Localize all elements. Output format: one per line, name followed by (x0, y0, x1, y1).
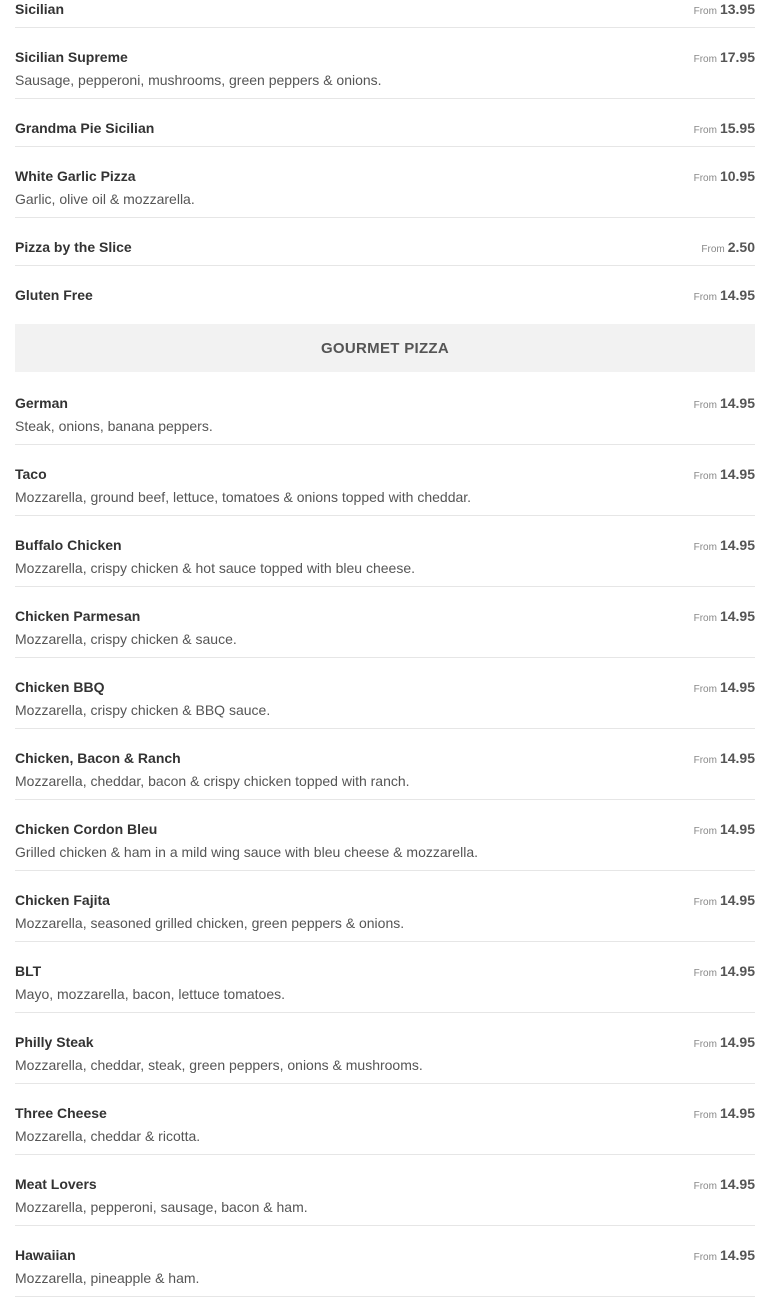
price-prefix: From (693, 125, 717, 136)
menu-item-name: Buffalo Chicken (15, 537, 122, 553)
price-prefix: From (693, 826, 717, 837)
menu-item-name: White Garlic Pizza (15, 168, 136, 184)
price-prefix: From (693, 613, 717, 624)
menu-item-header (15, 1104, 755, 1122)
menu-item[interactable] (15, 1226, 755, 1297)
price-prefix: From (693, 755, 717, 766)
menu-item-header (15, 0, 755, 18)
menu-item-price (694, 1034, 755, 1052)
menu-item-name: Grandma Pie Sicilian (15, 120, 155, 136)
price-amount: 14.95 (719, 1247, 755, 1263)
menu-item-description: Mayo, mozzarella, bacon, lettuce tomatoes. (15, 986, 286, 1002)
menu-item-price (694, 679, 755, 697)
menu-item[interactable] (15, 942, 755, 1013)
price-prefix: From (693, 897, 717, 908)
price-prefix: From (693, 6, 717, 17)
menu-item-name: BLT (15, 963, 42, 979)
menu-item-price (694, 1247, 755, 1265)
price-amount: 14.95 (719, 1034, 755, 1050)
price-prefix: From (701, 244, 725, 255)
price-amount: 14.95 (719, 466, 755, 482)
menu-item[interactable] (15, 516, 755, 587)
menu-item-description: Mozzarella, seasoned grilled chicken, green peppers & onions. (15, 915, 405, 931)
price-prefix: From (693, 173, 717, 184)
menu-item-name: Chicken, Bacon & Ranch (15, 750, 181, 766)
price-amount: 14.95 (719, 1105, 755, 1121)
menu-item-description: Mozzarella, ground beef, lettuce, tomatoes & onions topped with cheddar. (15, 489, 472, 505)
menu-item-name: Chicken Fajita (15, 892, 110, 908)
menu-item-header (15, 1246, 755, 1264)
menu-item[interactable] (15, 729, 755, 800)
menu-item-name: Pizza by the Slice (15, 239, 132, 255)
price-prefix: From (693, 400, 717, 411)
menu-item-price (694, 892, 755, 910)
price-prefix: From (693, 1110, 717, 1121)
price-prefix: From (693, 471, 717, 482)
price-amount: 14.95 (719, 287, 755, 303)
pizza-list (15, 0, 755, 313)
menu-item-price (694, 537, 755, 555)
menu-item-price (694, 168, 755, 186)
menu-item-name: Hawaiian (15, 1247, 76, 1263)
price-amount: 17.95 (719, 49, 755, 65)
menu-item-description: Sausage, pepperoni, mushrooms, green peppers & onions. (15, 72, 382, 88)
menu-item-price (694, 750, 755, 768)
price-prefix: From (693, 1039, 717, 1050)
menu-item[interactable] (15, 1013, 755, 1084)
menu-item-header (15, 962, 755, 980)
section-header-gourmet-pizza (15, 324, 755, 372)
menu-item-name: Gluten Free (15, 287, 93, 303)
menu-item-name: Taco (15, 466, 47, 482)
price-prefix: From (693, 292, 717, 303)
menu-item[interactable] (15, 658, 755, 729)
price-amount: 14.95 (719, 679, 755, 695)
menu-item-header (15, 167, 755, 185)
price-amount: 14.95 (719, 1176, 755, 1192)
menu-item-header (15, 820, 755, 838)
menu-item-price (694, 466, 755, 484)
menu-item-description: Mozzarella, crispy chicken & hot sauce topped with bleu cheese. (15, 560, 415, 576)
menu-item[interactable] (15, 1084, 755, 1155)
price-amount: 13.95 (719, 1, 755, 17)
menu-item-price (694, 963, 755, 981)
menu-item-description: Steak, onions, banana peppers. (15, 418, 213, 434)
menu-item-header (15, 465, 755, 483)
menu-item-header (15, 607, 755, 625)
menu-item-price (694, 1176, 755, 1194)
menu-item-name: Chicken Cordon Bleu (15, 821, 158, 837)
menu-item[interactable] (15, 147, 755, 218)
menu-item-name: Sicilian (15, 1, 65, 17)
menu-item-header (15, 678, 755, 696)
menu-item-price (701, 239, 755, 257)
price-amount: 15.95 (719, 120, 755, 136)
menu-item[interactable] (15, 445, 755, 516)
price-amount: 14.95 (719, 395, 755, 411)
menu-item[interactable] (15, 266, 755, 313)
price-prefix: From (693, 684, 717, 695)
menu-item-header (15, 749, 755, 767)
menu-item[interactable] (15, 374, 755, 445)
menu-item-description: Garlic, olive oil & mozzarella. (15, 191, 195, 207)
menu-item[interactable] (15, 587, 755, 658)
price-amount: 2.50 (727, 239, 755, 255)
menu-item[interactable] (15, 218, 755, 266)
menu-item-price (694, 1, 755, 19)
price-amount: 14.95 (719, 821, 755, 837)
menu-item-price (694, 49, 755, 67)
price-amount: 14.95 (719, 963, 755, 979)
menu-item-description: Mozzarella, crispy chicken & sauce. (15, 631, 237, 647)
section-title: GOURMET PIZZA (320, 339, 450, 357)
menu-item-description: Grilled chicken & ham in a mild wing sauce with bleu cheese & mozzarella. (15, 844, 478, 860)
menu-item-name: Chicken Parmesan (15, 608, 141, 624)
menu-item[interactable] (15, 871, 755, 942)
menu-item-header (15, 286, 755, 304)
menu-item-price (694, 608, 755, 626)
menu-item-description: Mozzarella, crispy chicken & BBQ sauce. (15, 702, 271, 718)
menu-item[interactable] (15, 800, 755, 871)
menu-item-name: German (15, 395, 68, 411)
menu-item-name: Chicken BBQ (15, 679, 105, 695)
price-amount: 14.95 (719, 608, 755, 624)
price-amount: 10.95 (719, 168, 755, 184)
menu-item-name: Philly Steak (15, 1034, 94, 1050)
menu-list (15, 0, 755, 1297)
menu-item-header (15, 238, 755, 256)
menu-item-name: Three Cheese (15, 1105, 107, 1121)
menu-item[interactable] (15, 0, 755, 28)
price-amount: 14.95 (719, 750, 755, 766)
gourmet-pizza-list (15, 374, 755, 1297)
menu-item[interactable] (15, 99, 755, 147)
price-amount: 14.95 (719, 892, 755, 908)
menu-item-name: Meat Lovers (15, 1176, 97, 1192)
menu-item-header (15, 1175, 755, 1193)
price-prefix: From (693, 54, 717, 65)
menu-item-price (694, 821, 755, 839)
menu-item-description: Mozzarella, cheddar & ricotta. (15, 1128, 201, 1144)
menu-item-price (694, 395, 755, 413)
menu-item-description: Mozzarella, pepperoni, sausage, bacon & ham. (15, 1199, 308, 1215)
menu-item-description: Mozzarella, cheddar, steak, green peppers, onions & mushrooms. (15, 1057, 423, 1073)
menu-item-description: Mozzarella, cheddar, bacon & crispy chicken topped with ranch. (15, 773, 410, 789)
price-prefix: From (693, 542, 717, 553)
price-prefix: From (693, 968, 717, 979)
menu-item-price (694, 120, 755, 138)
menu-item-header (15, 394, 755, 412)
menu-item-description: Mozzarella, pineapple & ham. (15, 1270, 200, 1286)
menu-item-price (694, 1105, 755, 1123)
menu-item-price (694, 287, 755, 305)
menu-item-name: Sicilian Supreme (15, 49, 128, 65)
menu-item-header (15, 1033, 755, 1051)
menu-item-header (15, 891, 755, 909)
menu-item-header (15, 48, 755, 66)
price-amount: 14.95 (719, 537, 755, 553)
price-prefix: From (693, 1181, 717, 1192)
menu-item[interactable] (15, 28, 755, 99)
price-prefix: From (693, 1252, 717, 1263)
menu-item-header (15, 536, 755, 554)
menu-item-header (15, 119, 755, 137)
menu-item[interactable] (15, 1155, 755, 1226)
